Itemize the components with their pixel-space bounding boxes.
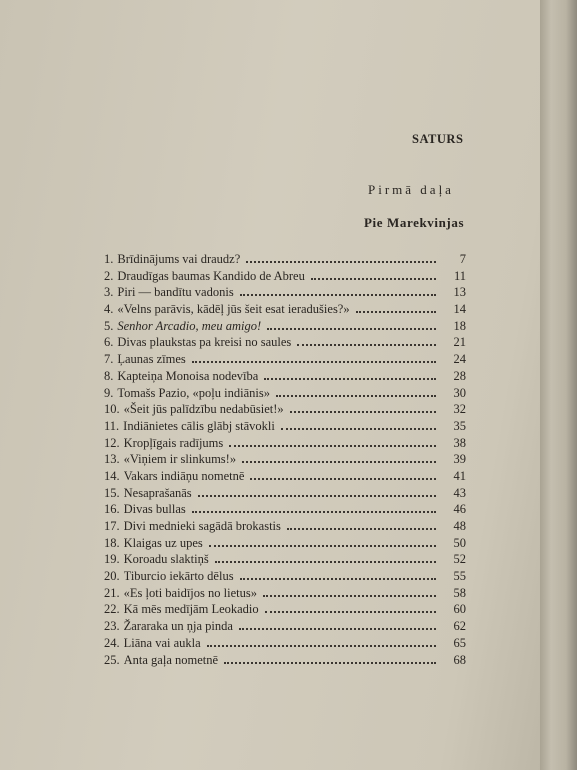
toc-entry-number: 15. (104, 485, 120, 500)
toc-entry-page: 14 (453, 302, 466, 317)
toc-entry-number: 21. (104, 585, 120, 600)
contents-title: SATURS (412, 132, 464, 146)
toc-entry-page: 41 (453, 468, 466, 483)
toc-entry-page: 48 (453, 519, 466, 533)
toc-leader-dots (192, 511, 436, 513)
toc-entry (104, 452, 466, 469)
toc-entry-page: 62 (453, 619, 466, 634)
toc-entry-title: Tiburcio iekārto dēlus (123, 569, 234, 584)
toc-entry (104, 319, 466, 336)
toc-entry (104, 302, 466, 319)
toc-leader-dots (276, 395, 436, 397)
toc-leader-dots (224, 662, 436, 664)
toc-entry-page: 43 (453, 485, 466, 500)
toc-entry (104, 636, 466, 653)
toc-entry-title: Piri — bandītu vadonis (117, 285, 234, 300)
toc-entry-number: 7. (104, 352, 114, 367)
toc-entry-number: 6. (104, 335, 114, 350)
page-edge (540, 0, 577, 770)
toc-entry (104, 519, 466, 536)
toc-entry-title: Tomašs Pazio, «poļu indiānis» (117, 385, 270, 400)
toc-leader-dots (209, 545, 436, 547)
toc-entry-page: 28 (453, 368, 466, 383)
toc-entry-number: 16. (104, 502, 120, 517)
toc-entry-title: Senhor Arcadio, meu amigo! (117, 318, 262, 333)
toc-entry (104, 419, 466, 436)
toc-entry-number: 5. (104, 318, 114, 333)
toc-leader-dots (242, 461, 436, 463)
toc-leader-dots (240, 294, 436, 296)
toc-entry (104, 536, 466, 553)
toc-entry-page: 65 (453, 635, 466, 650)
toc-entry-title: Žararaka un ņja pinda (123, 619, 233, 634)
toc-entry-number: 19. (104, 552, 120, 567)
toc-entry-title: Kā mēs medījām Leokadio (123, 602, 259, 617)
toc-leader-dots (240, 578, 436, 580)
toc-leader-dots (239, 628, 436, 630)
toc-leader-dots (250, 478, 436, 480)
toc-entry-page: 60 (453, 602, 466, 617)
toc-entry-number: 10. (104, 402, 120, 417)
toc-entry (104, 285, 466, 302)
toc-entry-title: «Viņiem ir slinkums!» (123, 452, 237, 467)
toc-entry (104, 436, 466, 453)
toc-leader-dots (229, 445, 436, 447)
toc-leader-dots (287, 528, 436, 530)
toc-entry (104, 469, 466, 486)
toc-entry-page: 32 (453, 402, 466, 417)
toc-entry (104, 269, 466, 286)
toc-leader-dots (198, 495, 436, 497)
toc-entry (104, 502, 466, 519)
toc-entry-number: 12. (104, 435, 120, 450)
toc-entry-page: 11 (453, 268, 466, 283)
toc-entry-number: 8. (104, 368, 114, 383)
toc-entry-title: Liāna vai aukla (123, 635, 201, 650)
toc-entry (104, 569, 466, 586)
toc-entry-number: 9. (104, 385, 114, 400)
toc-entry (104, 552, 466, 569)
toc-entry-page: 68 (453, 652, 466, 667)
toc-leader-dots (297, 344, 436, 346)
toc-entry-number: 25. (104, 652, 120, 667)
toc-entry-page: 38 (453, 435, 466, 450)
toc-leader-dots (215, 561, 436, 563)
toc-leader-dots (207, 645, 436, 647)
toc-entry-page: 18 (453, 318, 466, 333)
toc-entry-number: 22. (104, 602, 120, 617)
toc-entry-number: 23. (104, 619, 120, 634)
toc-entry-title: Kropļīgais radījums (123, 435, 224, 450)
toc-entry-title: Vakars indiāņu nometnē (123, 468, 245, 483)
toc-entry-number: 18. (104, 535, 120, 550)
toc-leader-dots (290, 411, 436, 413)
toc-leader-dots (246, 261, 436, 263)
toc-entry-number: 4. (104, 302, 114, 317)
toc-entry-number: 17. (104, 519, 120, 533)
toc-entry-title: Draudīgas baumas Kandido de Abreu (117, 268, 305, 283)
toc-entry (104, 486, 466, 503)
toc-entry-page: 39 (453, 452, 466, 467)
toc-entry-title: Indiānietes cālis glābj stāvokli (123, 418, 275, 433)
toc-leader-dots (192, 361, 436, 363)
toc-leader-dots (263, 595, 436, 597)
toc-entry-page: 7 (459, 252, 466, 266)
toc-entry-title: Nesaprašanās (123, 485, 192, 500)
toc-entry-number: 24. (104, 635, 120, 650)
toc-entry-page: 21 (453, 335, 466, 350)
toc-entry (104, 586, 466, 603)
toc-entry-title: Brīdinājums vai draudz? (117, 252, 241, 266)
toc-entry-number: 1. (104, 252, 114, 266)
toc-entry-number: 11. (104, 418, 120, 433)
toc-leader-dots (267, 328, 436, 330)
toc-entry-page: 50 (453, 535, 466, 550)
toc-entry-page: 35 (453, 418, 466, 433)
toc-entry (104, 352, 466, 369)
toc-entry (104, 252, 466, 269)
toc-entry-title: «Velns parāvis, kādēļ jūs šeit esat ieradušies?» (117, 302, 350, 317)
toc-entry (104, 369, 466, 386)
toc-entry (104, 386, 466, 403)
toc-entry-title: Ļaunas zīmes (117, 352, 186, 367)
toc-entry-title: Divi mednieki sagādā brokastis (123, 519, 281, 533)
toc-entry (104, 335, 466, 352)
toc-entry-page: 24 (453, 352, 466, 367)
toc-leader-dots (356, 311, 436, 313)
toc-entry (104, 619, 466, 636)
toc-leader-dots (311, 278, 436, 280)
toc-entry (104, 653, 466, 670)
toc-entry-number: 13. (104, 452, 120, 467)
toc-entry-page: 58 (453, 585, 466, 600)
toc-entry-page: 13 (453, 285, 466, 300)
toc-entry-title: Kapteiņa Monoisa nodevība (117, 368, 259, 383)
toc-leader-dots (265, 611, 436, 613)
toc-entry-page: 55 (453, 569, 466, 584)
toc-entry-title: Klaigas uz upes (123, 535, 203, 550)
section-heading: Pie Marekvinjas (364, 215, 465, 230)
toc-leader-dots (281, 428, 436, 430)
toc-entry-number: 20. (104, 569, 120, 584)
table-of-contents (104, 252, 466, 669)
toc-leader-dots (264, 378, 436, 380)
toc-entry-title: Anta gaļa nometnē (123, 652, 219, 667)
toc-entry-number: 3. (104, 285, 114, 300)
toc-entry-page: 30 (453, 385, 466, 400)
toc-entry-title: Koroadu slaktiņš (123, 552, 209, 567)
toc-entry-page: 46 (453, 502, 466, 517)
toc-entry-title: Divas plaukstas pa kreisi no saules (117, 335, 292, 350)
toc-entry-title: «Šeit jūs palīdzību nedabūsiet!» (123, 402, 284, 417)
toc-entry-number: 14. (104, 468, 120, 483)
toc-entry-title: Divas bullas (123, 502, 186, 517)
toc-entry (104, 402, 466, 419)
toc-entry-page: 52 (453, 552, 466, 567)
part-heading: Pirmā daļa (368, 182, 454, 197)
toc-entry (104, 602, 466, 619)
toc-entry-number: 2. (104, 268, 114, 283)
toc-entry-title: «Es ļoti baidījos no lietus» (123, 585, 257, 600)
